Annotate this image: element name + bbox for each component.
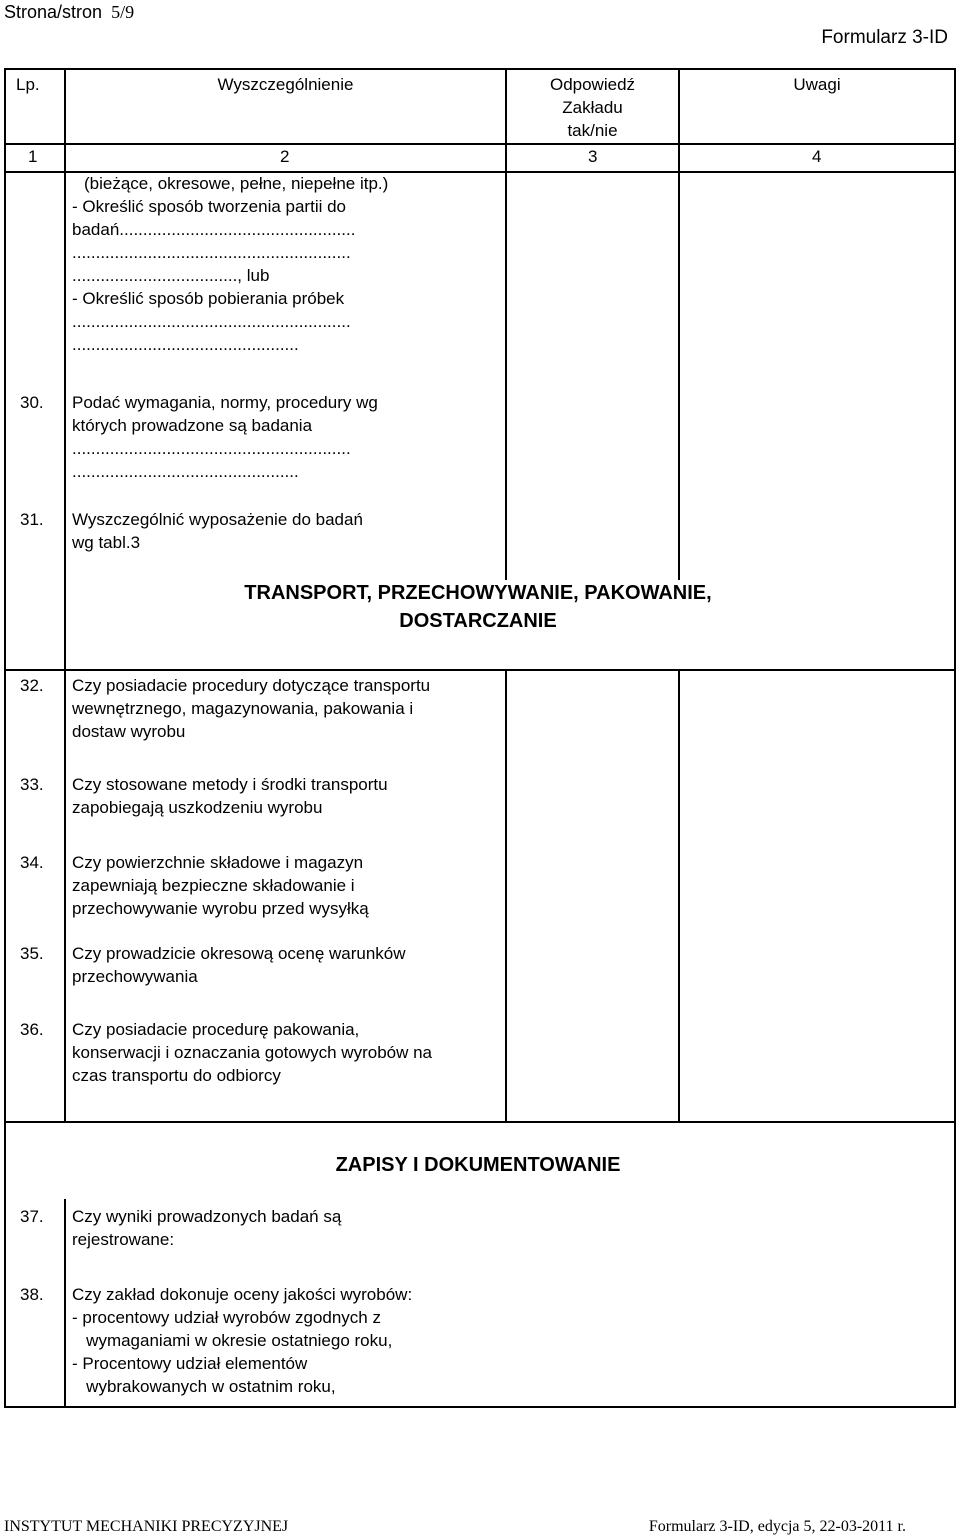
header-odpowiedz-3: tak/nie (567, 121, 618, 140)
continued-line: ..................................., lub (72, 266, 270, 285)
item-number: 32. (20, 676, 44, 695)
item-line: wybrakowanych w ostatnim roku, (72, 1377, 336, 1396)
section-title-transport: TRANSPORT, PRZECHOWYWANIE, PAKOWANIE, (244, 582, 712, 604)
continued-line: - Określić sposób pobierania próbek (72, 289, 345, 308)
header-odpowiedz-2: Zakładu (562, 98, 623, 117)
col-number-2: 2 (280, 147, 290, 166)
item-line: zapewniają bezpieczne składowanie i (72, 876, 355, 895)
item-line: Czy prowadzicie okresową ocenę warunków (72, 944, 406, 963)
item-line: dostaw wyrobu (72, 722, 186, 741)
item-line: czas transportu do odbiorcy (72, 1066, 281, 1085)
col-number-3: 3 (588, 147, 598, 166)
item-line: Czy stosowane metody i środki transportu (72, 775, 388, 794)
item-number: 38. (20, 1285, 44, 1304)
footer-form-edition: Formularz 3-ID, edycja 5, 22-03-2011 r. (648, 1518, 906, 1535)
col-number-4: 4 (812, 147, 822, 166)
item-line: konserwacji i oznaczania gotowych wyrobów na (72, 1043, 433, 1062)
item-number: 31. (20, 510, 44, 529)
page-label: Strona/stron (4, 2, 103, 22)
page-number: 5/9 (111, 2, 135, 22)
form-title: Formularz 3-ID (821, 27, 948, 48)
item-number: 35. (20, 944, 44, 963)
item-line: ................................................ (72, 462, 299, 481)
continued-line: ................................................ (72, 335, 299, 354)
item-line: przechowywanie wyrobu przed wysyłką (72, 899, 369, 918)
item-number: 36. (20, 1020, 44, 1039)
section-title-records: ZAPISY I DOKUMENTOWANIE (335, 1154, 621, 1176)
continued-line: ........................................................... (72, 243, 351, 262)
item-line: - Procentowy udział elementów (72, 1354, 308, 1373)
item-line: przechowywania (72, 967, 198, 986)
item-line: wg tabl.3 (72, 533, 141, 552)
item-number: 30. (20, 393, 44, 412)
section-title-transport-cont: DOSTARCZANIE (399, 610, 557, 632)
continued-line: (bieżące, okresowe, pełne, niepełne itp.) (84, 174, 389, 193)
item-line: Podać wymagania, normy, procedury wg (72, 393, 378, 412)
item-line: Czy posiadacie procedury dotyczące transportu (72, 676, 431, 695)
item-line: ........................................................... (72, 439, 351, 458)
item-line: wewnętrznego, magazynowania, pakowania i (72, 699, 414, 718)
continued-line: badań.................................................. (72, 220, 356, 239)
page-counter (4, 2, 134, 23)
item-line: Czy powierzchnie składowe i magazyn (72, 853, 364, 872)
item-number: 33. (20, 775, 44, 794)
continued-line: ........................................................... (72, 312, 351, 331)
item-line: Czy wyniki prowadzonych badań są (72, 1207, 342, 1226)
item-line: Czy zakład dokonuje oceny jakości wyrobów: (72, 1285, 413, 1304)
header-lp: Lp. (16, 75, 40, 94)
item-line: rejestrowane: (72, 1230, 175, 1249)
item-number: 37. (20, 1207, 44, 1226)
header-uwagi: Uwagi (793, 75, 841, 94)
item-line: Wyszczególnić wyposażenie do badań (72, 510, 363, 529)
item-line: wymaganiami w okresie ostatniego roku, (72, 1331, 393, 1350)
item-line: - procentowy udział wyrobów zgodnych z (72, 1308, 381, 1327)
item-line: których prowadzone są badania (72, 416, 313, 435)
item-line: Czy posiadacie procedurę pakowania, (72, 1020, 360, 1039)
item-number: 34. (20, 853, 44, 872)
header-odpowiedz-1: Odpowiedź (549, 75, 636, 94)
footer-institute: INSTYTUT MECHANIKI PRECYZYJNEJ (4, 1518, 289, 1535)
col-number-1: 1 (28, 147, 38, 166)
header-wyszczegolnienie: Wyszczególnienie (217, 75, 354, 94)
continued-line: - Określić sposób tworzenia partii do (72, 197, 347, 216)
item-line: zapobiegają uszkodzeniu wyrobu (72, 798, 323, 817)
